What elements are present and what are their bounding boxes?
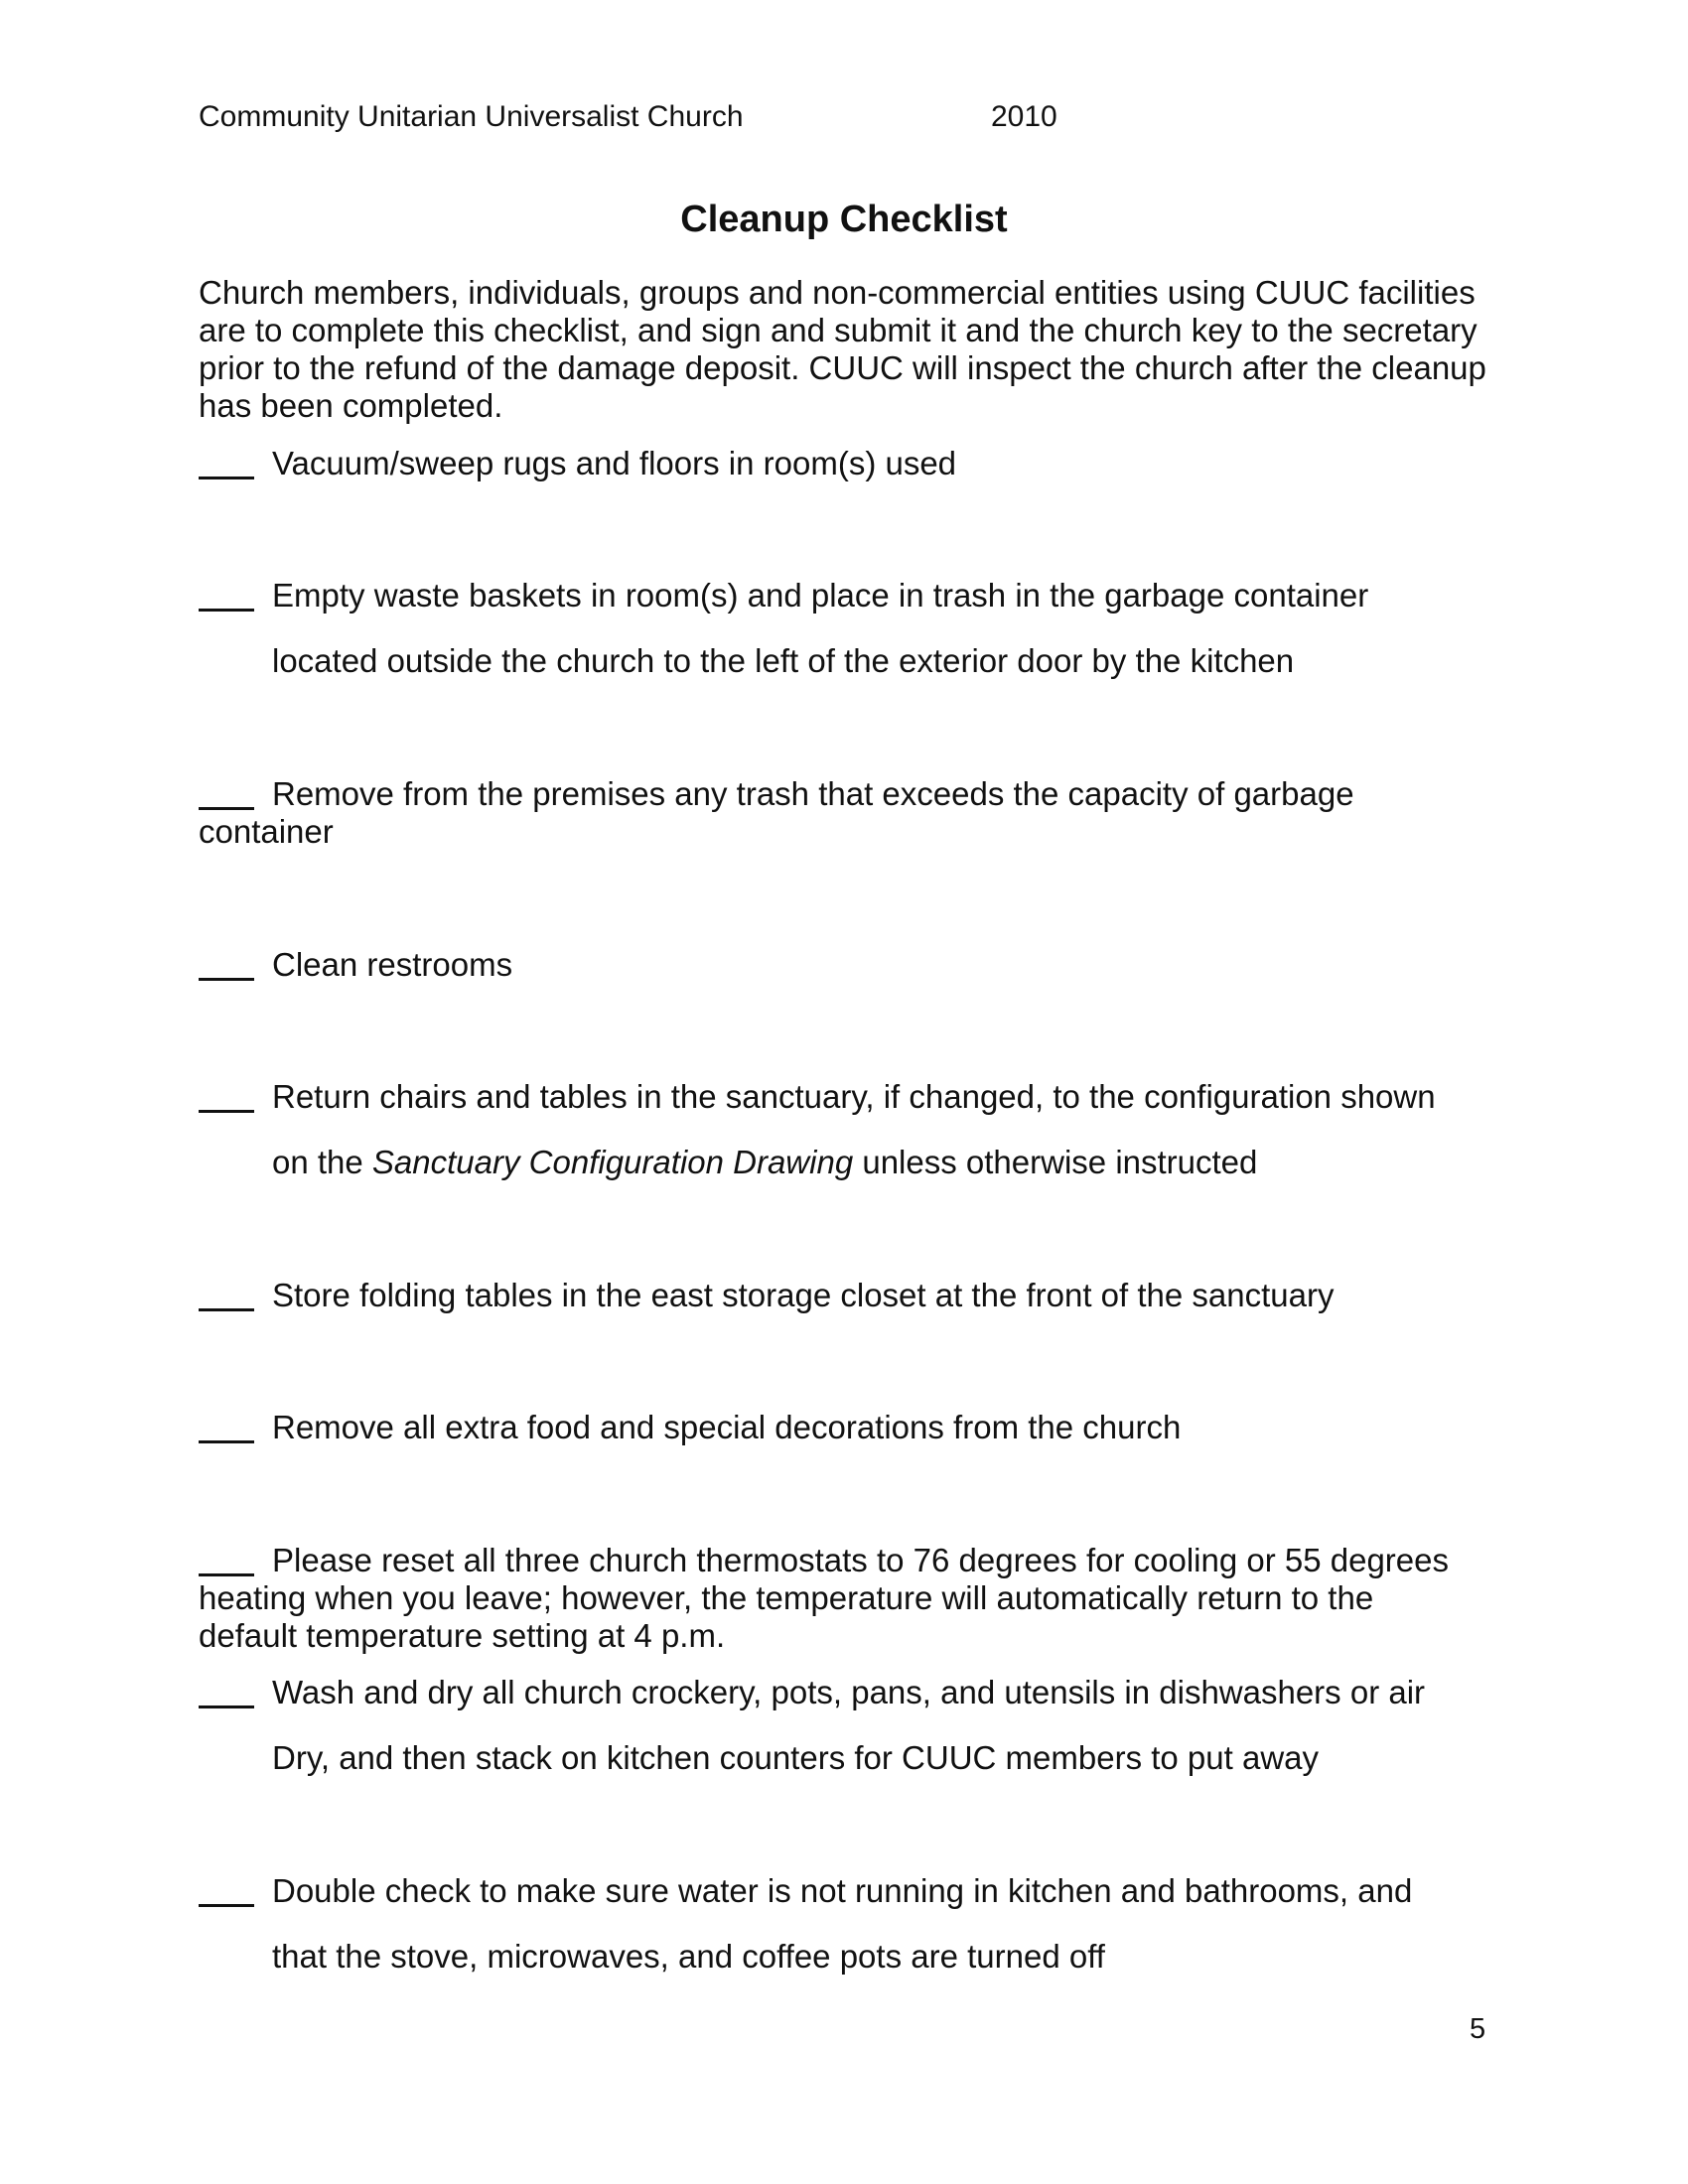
checklist-item-continuation: Dry, and then stack on kitchen counters for CUUC members to put away xyxy=(272,1739,1320,1776)
checkbox-blank[interactable] xyxy=(199,572,254,612)
checklist-item-continuation: heating when you leave; however, the temperature will automatically return to the xyxy=(199,1579,1374,1616)
header-organization: Community Unitarian Universalist Church xyxy=(199,100,744,133)
checklist-item-text: Please reset all three church thermostats to 76 degrees for cooling or 55 degrees xyxy=(272,1542,1450,1578)
checklist-item-text: Double check to make sure water is not running in kitchen and bathrooms, and xyxy=(272,1872,1413,1909)
checklist-item xyxy=(199,1276,1519,1315)
checklist-item xyxy=(199,774,1519,852)
checklist-item xyxy=(199,1077,1519,1182)
checkbox-blank[interactable] xyxy=(199,1073,254,1113)
checklist-item-text: Remove all extra food and special decorations from the church xyxy=(272,1409,1182,1445)
checkbox-blank[interactable] xyxy=(199,1537,254,1576)
checklist-item-continuation: container xyxy=(199,813,334,850)
checklist-item-text: Remove from the premises any trash that exceeds the capacity of garbage xyxy=(272,775,1354,812)
page-title: Cleanup Checklist xyxy=(680,199,1008,240)
checkbox-blank[interactable] xyxy=(199,941,254,981)
checkbox-blank[interactable] xyxy=(199,440,254,479)
checklist-item-continuation: that the stove, microwaves, and coffee pots are turned off xyxy=(272,1938,1105,1975)
intro-paragraph: Church members, individuals, groups and non-commercial entities using CUUC facilities are to complete this checklist, and sign and submit it and the church key to the secretary prior to the refund of the damage deposit. CUUC will inspect the church after the cleanup has been completed. xyxy=(199,274,1486,424)
checklist-item-continuation xyxy=(199,1143,1519,1182)
checklist-item xyxy=(199,444,1519,483)
checkbox-blank[interactable] xyxy=(199,1404,254,1443)
checklist-item xyxy=(199,1408,1519,1447)
checklist-item-text: Empty waste baskets in room(s) and place in trash in the garbage container xyxy=(272,577,1369,614)
checklist-item-text: Return chairs and tables in the sanctuary, if changed, to the configuration shown xyxy=(272,1078,1436,1115)
checklist-item xyxy=(199,1673,1519,1778)
checklist-item-continuation: located outside the church to the left of the exterior door by the kitchen xyxy=(272,642,1295,679)
checklist-item xyxy=(199,576,1519,681)
continuation-text: unless otherwise instructed xyxy=(853,1144,1258,1180)
checkbox-blank[interactable] xyxy=(199,770,254,810)
checklist-item xyxy=(199,945,1519,985)
checkbox-blank[interactable] xyxy=(199,1272,254,1311)
header-year: 2010 xyxy=(991,100,1057,133)
checklist-item-continuation: default temperature setting at 4 p.m. xyxy=(199,1617,726,1654)
checklist-item xyxy=(199,1871,1519,1977)
checklist-item xyxy=(199,1541,1519,1656)
checklist-item-text: Wash and dry all church crockery, pots, pans, and utensils in dishwashers or air xyxy=(272,1674,1426,1710)
checklist-item-text: Vacuum/sweep rugs and floors in room(s) used xyxy=(272,445,957,481)
continuation-text: on the xyxy=(272,1144,372,1180)
sanctuary-drawing-reference: Sanctuary Configuration Drawing xyxy=(371,1144,854,1180)
checkbox-blank[interactable] xyxy=(199,1669,254,1708)
page-number: 5 xyxy=(1470,2013,1486,2045)
checklist-item-text: Store folding tables in the east storage closet at the front of the sanctuary xyxy=(272,1277,1335,1313)
checkbox-blank[interactable] xyxy=(199,1867,254,1907)
checklist-item-text: Clean restrooms xyxy=(272,946,513,983)
